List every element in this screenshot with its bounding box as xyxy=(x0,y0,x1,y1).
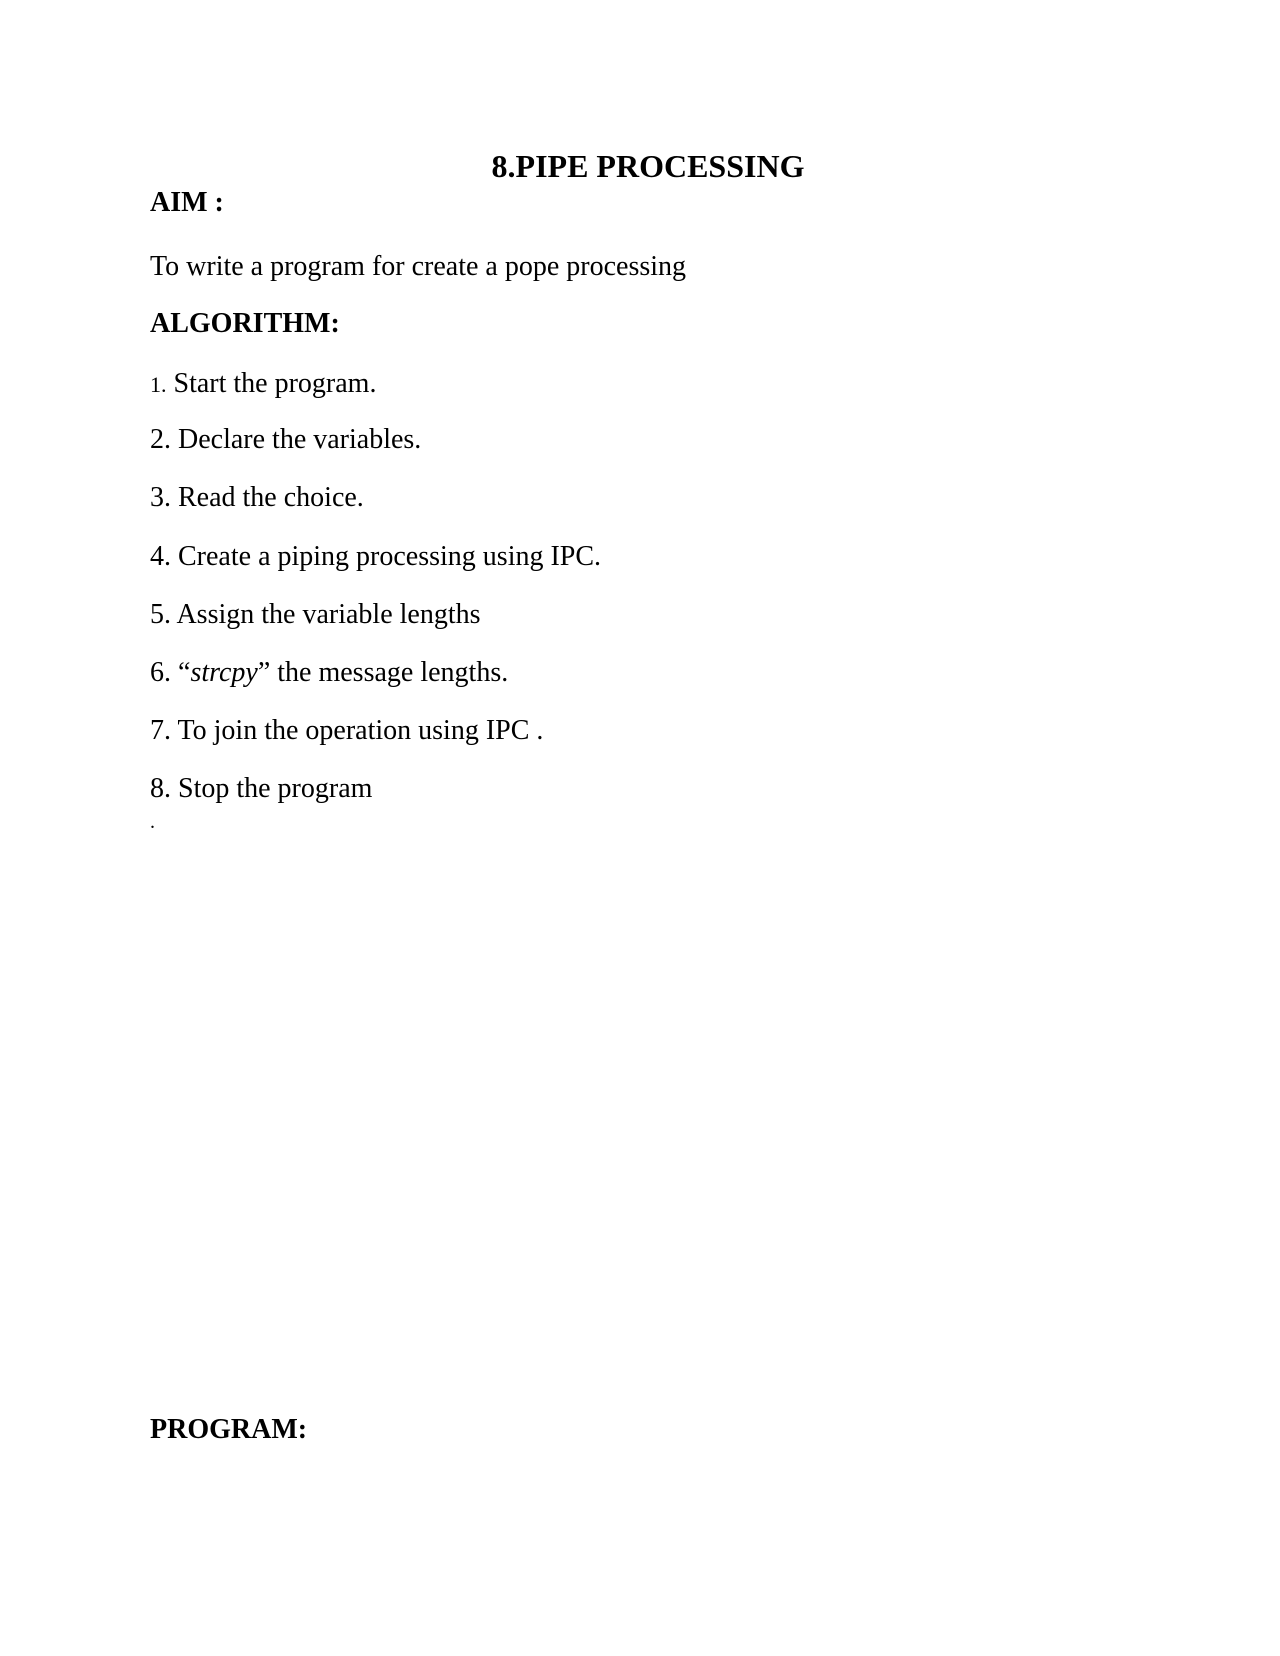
algorithm-step xyxy=(150,714,543,748)
step-number: 7. xyxy=(150,715,171,746)
trailing-dot: . xyxy=(150,811,155,833)
step-number: 8. xyxy=(150,773,171,804)
step-number: 1. xyxy=(150,372,167,397)
step-italic-term: strcpy xyxy=(190,657,258,688)
step-close-quote: ” xyxy=(257,657,271,688)
step-number: 4. xyxy=(150,541,171,572)
algorithm-step xyxy=(150,423,421,457)
step-number: 3. xyxy=(150,482,171,513)
algorithm-step xyxy=(150,656,508,690)
step-text: To join the operation using IPC . xyxy=(171,715,544,746)
algorithm-step xyxy=(150,481,364,515)
step-text: Declare the variables. xyxy=(171,424,422,455)
step-text: Create a piping processing using IPC. xyxy=(171,541,602,572)
aim-text: To write a program for create a pope processing xyxy=(150,251,687,282)
step-text: Start the program. xyxy=(166,368,377,399)
step-number: 2. xyxy=(150,424,171,455)
aim-heading: AIM : xyxy=(150,187,224,218)
algorithm-step xyxy=(150,367,376,402)
algorithm-heading: ALGORITHM: xyxy=(150,308,340,339)
step-text: the message lengths. xyxy=(270,657,509,688)
step-text: Stop the program xyxy=(171,773,373,804)
step-text: Assign the variable lengths xyxy=(171,599,481,630)
algorithm-step xyxy=(150,772,372,806)
algorithm-step xyxy=(150,598,481,632)
step-text: Read the choice. xyxy=(171,482,364,513)
program-heading: PROGRAM: xyxy=(150,1414,308,1445)
document-title: 8.PIPE PROCESSING xyxy=(491,148,805,184)
step-number: 5. xyxy=(150,599,171,630)
algorithm-step xyxy=(150,540,601,574)
step-number: 6. xyxy=(150,657,171,688)
step-open-quote: “ xyxy=(171,657,191,688)
